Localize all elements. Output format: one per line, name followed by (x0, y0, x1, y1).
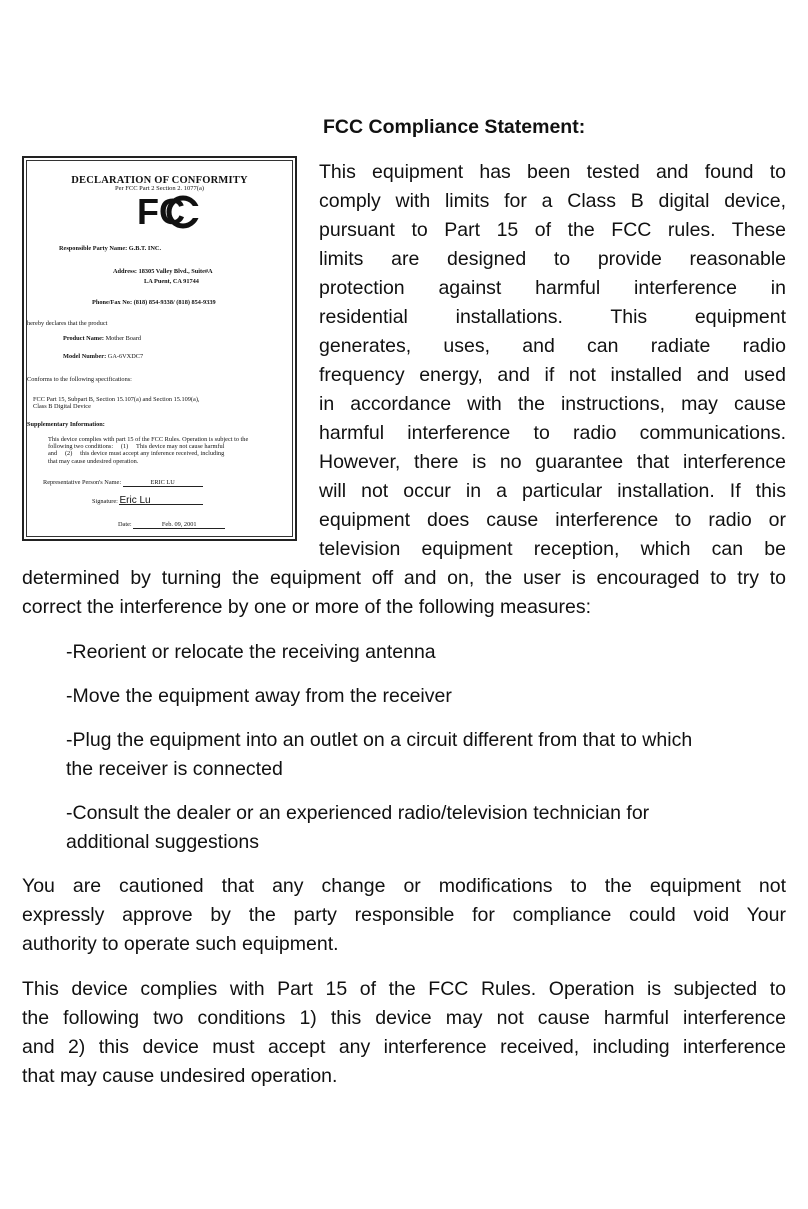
para1-line: in accordance with the instructions, may cause (319, 393, 786, 415)
para1-line: television equipment reception, which can be (319, 538, 786, 560)
para1-line: However, there is no guarantee that interference (319, 451, 786, 473)
representative-name-value: ERIC LU (123, 479, 203, 487)
para1-line: equipment does cause interference to radio or (319, 509, 786, 531)
para1-line: harmful interference to radio communications. (319, 422, 786, 444)
para2-line: You are cautioned that any change or modifications to the equipment not (22, 875, 786, 897)
para1-line: pursuant to Part 15 of the FCC rules. These (319, 219, 786, 241)
para3-line: and 2) this device must accept any interference received, including interference (22, 1036, 786, 1058)
paragraph-part15 (22, 975, 786, 1091)
signature-row: Signature: Eric Lu (92, 497, 203, 506)
supplementary-label: Supplementary Information: (27, 421, 105, 428)
para1-line: protection against harmful interference in (319, 277, 786, 299)
fcc-logo-text: FC (137, 193, 185, 229)
measure-item: -Consult the dealer or an experienced radio/television technician for (66, 802, 650, 824)
para3-line: the following two conditions 1) this device may not cause harmful interference (22, 1007, 786, 1029)
para1-line: comply with limits for a Class B digital device, (319, 190, 786, 212)
declaration-of-conformity-box (22, 156, 297, 541)
para1-line: determined by turning the equipment off and on, the user is encouraged to try to (22, 567, 786, 589)
para1-line: This equipment has been tested and found to (319, 161, 786, 183)
product-name: Product Name: Mother Board (63, 335, 142, 342)
para1-line: limits are designed to provide reasonable (319, 248, 786, 270)
para1-line: will not occur in a particular installation. If this (319, 480, 786, 502)
date-value: Feb. 09, 2001 (133, 521, 225, 529)
measure-item: -Move the equipment away from the receiver (66, 685, 452, 707)
measure-item-continued: the receiver is connected (66, 758, 283, 780)
representative-name: Representative Person's Name: ERIC LU (43, 479, 203, 487)
address-line-1: Address: 18305 Valley Blvd., Suite#A (113, 268, 213, 275)
measure-item: -Plug the equipment into an outlet on a circuit different from that to which (66, 729, 693, 751)
date-row: Date: Feb. 09, 2001 (118, 521, 225, 529)
para1-line: residential installations. This equipment (319, 306, 786, 328)
specifications-text: FCC Part 15, Subpart B, Section 15.107(a) and Section 15.109(a), Class B Digital Device (33, 396, 200, 411)
declares-text: hereby declares that the product (27, 320, 108, 327)
para2-line: authority to operate such equipment. (22, 933, 339, 955)
declaration-subtitle: Per FCC Part 2 Section 2. 1077(a) (114, 185, 204, 192)
declaration-inner-frame (26, 160, 293, 537)
fcc-logo (133, 193, 199, 229)
measure-item-continued: additional suggestions (66, 831, 259, 853)
conforms-text: Conforms to the following specifications: (27, 376, 132, 383)
measure-item: -Reorient or relocate the receiving antenna (66, 641, 436, 663)
paragraph-caution (22, 872, 786, 959)
phone-fax: Phone/Fax No: (818) 854-9338/ (818) 854-9339 (92, 299, 216, 306)
para1-line: generates, uses, and can radiate radio (319, 335, 786, 357)
page-heading: FCC Compliance Statement: (323, 116, 586, 138)
para3-line: that may cause undesired operation. (22, 1065, 338, 1087)
declaration-title: DECLARATION OF CONFORMITY (71, 175, 248, 186)
responsible-party: Responsible Party Name: G.B.T. INC. (59, 245, 162, 252)
signature-value: Eric Lu (119, 497, 203, 505)
model-number: Model Number: GA-6VXDC7 (63, 353, 144, 360)
para2-line: expressly approve by the party responsible for compliance could void Your (22, 904, 786, 926)
para1-line: frequency energy, and if not installed and used (319, 364, 786, 386)
para3-line: This device complies with Part 15 of the FCC Rules. Operation is subjected to (22, 978, 786, 1000)
address-line-2: LA Puent, CA 91744 (144, 278, 199, 285)
para1-line: correct the interference by one or more of the following measures: (22, 596, 592, 618)
supplementary-text: This device complies with part 15 of the FCC Rules. Operation is subject to the following two conditions: (1) This device may not cause harmful and (2) this device must accept any inference received, including that may cause undesired operation. (48, 436, 249, 465)
